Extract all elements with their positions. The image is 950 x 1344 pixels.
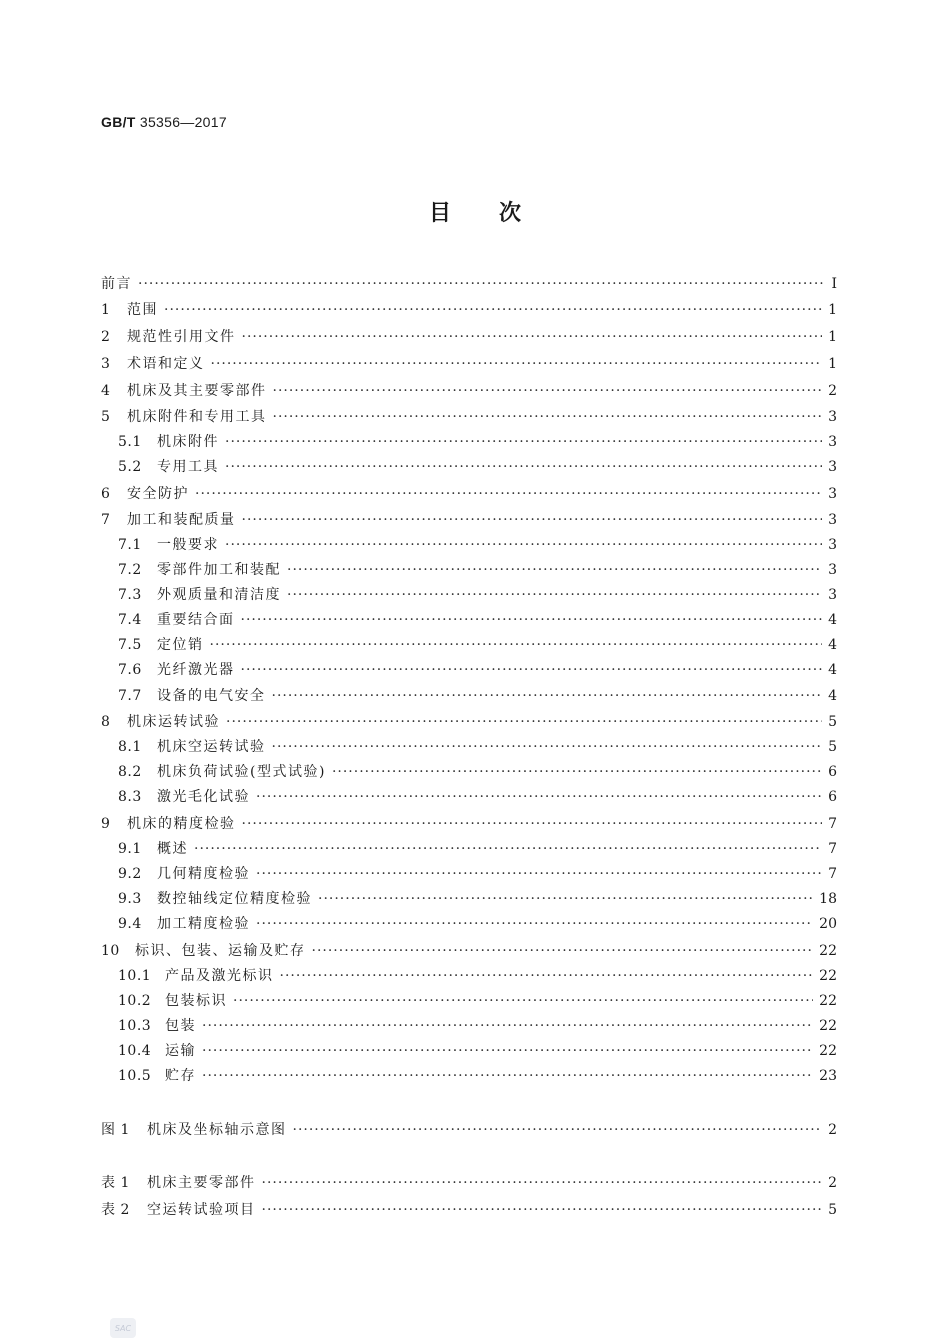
toc-entry-leader-dots xyxy=(164,300,822,320)
toc-entry-page: 1 xyxy=(828,356,837,372)
toc-entry-label: 定位销 xyxy=(157,637,204,653)
toc-entry[interactable] xyxy=(101,510,837,530)
toc-entry[interactable] xyxy=(101,354,837,374)
toc-entry-label: 几何精度检验 xyxy=(157,866,250,882)
toc-entry-page: 3 xyxy=(828,587,837,603)
toc-entry-leader-dots xyxy=(287,560,822,580)
toc-entry-page: 7 xyxy=(828,866,837,882)
toc-entry[interactable] xyxy=(101,381,837,401)
page-title-char-1: 目 xyxy=(428,201,451,226)
toc-entry-leader-dots xyxy=(318,889,813,909)
toc-entry-label: 机床运转试验 xyxy=(127,714,220,730)
toc-entry-label: 机床附件 xyxy=(157,434,219,450)
toc-entry-label: 规范性引用文件 xyxy=(127,329,236,345)
toc-entry-page: 22 xyxy=(819,993,837,1009)
toc-entry-number: 5.2 xyxy=(118,459,142,475)
toc-entry-label: 概述 xyxy=(157,841,188,857)
toc-entry-page: 2 xyxy=(828,383,837,399)
toc-entry[interactable] xyxy=(118,585,837,605)
toc-entry-leader-dots xyxy=(138,274,823,294)
toc-entry-leader-dots xyxy=(225,432,822,452)
toc-entry[interactable] xyxy=(118,787,837,807)
toc-entry-label: 术语和定义 xyxy=(127,356,205,372)
toc-entry-page: 22 xyxy=(819,1018,837,1034)
toc-entry-label: 包装 xyxy=(165,1018,196,1034)
toc-entry-number: 1 xyxy=(101,302,111,318)
page-title xyxy=(0,196,950,227)
toc-entry-leader-dots xyxy=(195,484,822,504)
toc-entry[interactable] xyxy=(118,991,837,1011)
toc-entry-label: 激光毛化试验 xyxy=(157,789,250,805)
toc-entry-number: 表 1 xyxy=(101,1175,130,1191)
toc-entry[interactable] xyxy=(118,966,837,986)
toc-entry-label: 机床空运转试验 xyxy=(157,739,266,755)
toc-entry-label: 零部件加工和装配 xyxy=(157,562,281,578)
toc-entry-page: 5 xyxy=(828,714,837,730)
toc-entry-number: 10.4 xyxy=(118,1043,152,1059)
toc-entry-label: 设备的电气安全 xyxy=(157,688,266,704)
toc-entry-page: 2 xyxy=(828,1122,837,1138)
toc-entry-number: 9.4 xyxy=(118,916,142,932)
toc-entry-page: 22 xyxy=(819,968,837,984)
toc-entry-leader-dots xyxy=(210,635,823,655)
toc-entry-number: 8.2 xyxy=(118,764,142,780)
toc-entry-number: 9.1 xyxy=(118,841,142,857)
toc-entry-label: 外观质量和清洁度 xyxy=(157,587,281,603)
toc-entry-number: 9.2 xyxy=(118,866,142,882)
toc-entry-number: 7.6 xyxy=(118,662,142,678)
toc-entry-number: 7.3 xyxy=(118,587,142,603)
toc-entry-page: 3 xyxy=(828,459,837,475)
toc-entry-label: 光纤激光器 xyxy=(157,662,235,678)
toc-entry-number: 7.4 xyxy=(118,612,142,628)
toc-entry-number: 3 xyxy=(101,356,111,372)
toc-entry-label: 包装标识 xyxy=(165,993,227,1009)
toc-entry-leader-dots xyxy=(202,1041,813,1061)
standard-code xyxy=(101,114,227,130)
toc-entry-number: 5 xyxy=(101,409,111,425)
toc-entry[interactable] xyxy=(118,610,837,630)
toc-entry[interactable] xyxy=(101,327,837,347)
toc-entry[interactable] xyxy=(118,1016,837,1036)
toc-entry-leader-dots xyxy=(262,1173,823,1193)
toc-entry-number: 4 xyxy=(101,383,111,399)
toc-entry[interactable] xyxy=(118,762,837,782)
toc-entry-page: 6 xyxy=(828,789,837,805)
toc-entry[interactable] xyxy=(118,457,837,477)
toc-entry-number: 10.1 xyxy=(118,968,152,984)
toc-entry-page: 3 xyxy=(828,512,837,528)
toc-entry-number: 10.3 xyxy=(118,1018,152,1034)
toc-entry-label: 专用工具 xyxy=(157,459,219,475)
toc-entry-page: 4 xyxy=(828,637,837,653)
toc-entry-label: 机床的精度检验 xyxy=(127,816,236,832)
toc-entry-page: 7 xyxy=(828,841,837,857)
toc-entry-label: 产品及激光标识 xyxy=(165,968,274,984)
toc-entry-page: 3 xyxy=(828,434,837,450)
toc-entry-number: 7.2 xyxy=(118,562,142,578)
toc-entry-page: 7 xyxy=(828,816,837,832)
toc-entry-label: 前言 xyxy=(101,276,132,292)
toc-entry[interactable] xyxy=(118,889,837,909)
toc-entry-label: 加工精度检验 xyxy=(157,916,250,932)
toc-entry-number: 9 xyxy=(101,816,111,832)
toc-entry[interactable] xyxy=(101,407,837,427)
toc-entry-page: 4 xyxy=(828,688,837,704)
toc-entry-leader-dots xyxy=(272,686,823,706)
toc-entry[interactable] xyxy=(118,914,837,934)
toc-entry-label: 机床负荷试验(型式试验) xyxy=(157,764,326,780)
toc-entry[interactable] xyxy=(101,1120,837,1140)
toc-entry-leader-dots xyxy=(202,1066,813,1086)
toc-entry-page: 20 xyxy=(819,916,837,932)
toc-entry-leader-dots xyxy=(280,966,814,986)
toc-entry-page: 18 xyxy=(819,891,837,907)
toc-entry-leader-dots xyxy=(262,1200,823,1220)
toc-entry-label: 运输 xyxy=(165,1043,196,1059)
toc-entry-leader-dots xyxy=(332,762,822,782)
toc-entry-leader-dots xyxy=(293,1120,823,1140)
toc-entry-page: 22 xyxy=(819,1043,837,1059)
toc-entry-leader-dots xyxy=(242,814,823,834)
toc-entry[interactable] xyxy=(101,1173,837,1193)
toc-entry-page: 3 xyxy=(828,409,837,425)
toc-entry-number: 10.2 xyxy=(118,993,152,1009)
toc-entry-leader-dots xyxy=(225,457,822,477)
toc-entry-leader-dots xyxy=(226,712,822,732)
toc-entry-label: 机床及坐标轴示意图 xyxy=(147,1122,287,1138)
toc-entry-leader-dots xyxy=(256,787,822,807)
toc-entry-label: 范围 xyxy=(127,302,158,318)
toc-entry-label: 空运转试验项目 xyxy=(147,1202,256,1218)
toc-entry-number: 5.1 xyxy=(118,434,142,450)
toc-entry-label: 标识、包装、运输及贮存 xyxy=(135,943,306,959)
toc-entry-number: 10.5 xyxy=(118,1068,152,1084)
toc-entry[interactable] xyxy=(101,300,837,320)
toc-entry-leader-dots xyxy=(242,327,823,347)
standard-code-number: 35356—2017 xyxy=(139,114,227,130)
toc-entry-number: 10 xyxy=(101,943,120,959)
toc-entry-leader-dots xyxy=(256,914,813,934)
toc-entry-page: 3 xyxy=(828,486,837,502)
toc-entry[interactable] xyxy=(101,941,837,961)
toc-entry-leader-dots xyxy=(241,610,823,630)
toc-entry-leader-dots xyxy=(242,510,823,530)
toc-entry-number: 7.1 xyxy=(118,537,142,553)
toc-entry-leader-dots xyxy=(225,535,822,555)
toc-entry[interactable] xyxy=(118,1041,837,1061)
toc-entry-number: 8.3 xyxy=(118,789,142,805)
toc-entry-label: 贮存 xyxy=(165,1068,196,1084)
toc-entry-number: 9.3 xyxy=(118,891,142,907)
toc-entry-page: 1 xyxy=(828,329,837,345)
toc-entry-leader-dots xyxy=(202,1016,813,1036)
toc-entry-leader-dots xyxy=(287,585,822,605)
toc-entry-page: Ⅰ xyxy=(831,276,837,292)
toc-entry-page: 3 xyxy=(828,537,837,553)
toc-entry-page: 4 xyxy=(828,662,837,678)
toc-entry-page: 4 xyxy=(828,612,837,628)
toc-entry-leader-dots xyxy=(273,407,823,427)
toc-entry-leader-dots xyxy=(233,991,813,1011)
toc-entry-number: 8.1 xyxy=(118,739,142,755)
toc-entry[interactable] xyxy=(118,432,837,452)
toc-entry-leader-dots xyxy=(256,864,822,884)
toc-entry-leader-dots xyxy=(273,381,823,401)
standard-code-prefix: GB/T xyxy=(101,114,136,130)
toc-entry-label: 机床及其主要零部件 xyxy=(127,383,267,399)
page-title-char-2: 次 xyxy=(499,201,522,226)
toc-entry-label: 机床附件和专用工具 xyxy=(127,409,267,425)
toc-entry[interactable] xyxy=(118,1066,837,1086)
toc-entry-leader-dots xyxy=(241,660,823,680)
toc-entry[interactable] xyxy=(118,535,837,555)
toc-entry-label: 一般要求 xyxy=(157,537,219,553)
toc-entry-number: 2 xyxy=(101,329,111,345)
toc-entry-label: 加工和装配质量 xyxy=(127,512,236,528)
toc-entry[interactable] xyxy=(118,839,837,859)
toc-entry-page: 2 xyxy=(828,1175,837,1191)
toc-entry[interactable] xyxy=(101,274,837,294)
toc-entry-leader-dots xyxy=(211,354,823,374)
toc-entry[interactable] xyxy=(101,484,837,504)
toc-entry[interactable] xyxy=(101,712,837,732)
toc-entry[interactable] xyxy=(118,635,837,655)
toc-entry-label: 机床主要零部件 xyxy=(147,1175,256,1191)
toc-entry[interactable] xyxy=(118,686,837,706)
toc-entry-number: 7 xyxy=(101,512,111,528)
toc-entry[interactable] xyxy=(118,864,837,884)
toc-entry-number: 7.5 xyxy=(118,637,142,653)
toc-entry-page: 1 xyxy=(828,302,837,318)
toc-entry-number: 7.7 xyxy=(118,688,142,704)
toc-entry-label: 重要结合面 xyxy=(157,612,235,628)
toc-entry-leader-dots xyxy=(194,839,822,859)
toc-entry-label: 数控轴线定位精度检验 xyxy=(157,891,312,907)
toc-entry-leader-dots xyxy=(272,737,823,757)
toc-entry-number: 8 xyxy=(101,714,111,730)
toc-entry-number: 6 xyxy=(101,486,111,502)
toc-entry[interactable] xyxy=(118,737,837,757)
toc-entry-number: 图 1 xyxy=(101,1122,130,1138)
toc-entry-page: 5 xyxy=(828,1202,837,1218)
toc-entry-number: 表 2 xyxy=(101,1202,130,1218)
toc-entry-page: 23 xyxy=(819,1068,837,1084)
toc-entry[interactable] xyxy=(101,1200,837,1220)
sac-logo-watermark: SAC xyxy=(110,1318,136,1338)
toc-entry-page: 6 xyxy=(828,764,837,780)
toc-entry-page: 5 xyxy=(828,739,837,755)
toc-entry-page: 22 xyxy=(819,943,837,959)
toc-entry[interactable] xyxy=(118,660,837,680)
toc-entry-leader-dots xyxy=(312,941,814,961)
toc-entry-page: 3 xyxy=(828,562,837,578)
toc-entry[interactable] xyxy=(101,814,837,834)
toc-entry[interactable] xyxy=(118,560,837,580)
toc-entry-label: 安全防护 xyxy=(127,486,189,502)
